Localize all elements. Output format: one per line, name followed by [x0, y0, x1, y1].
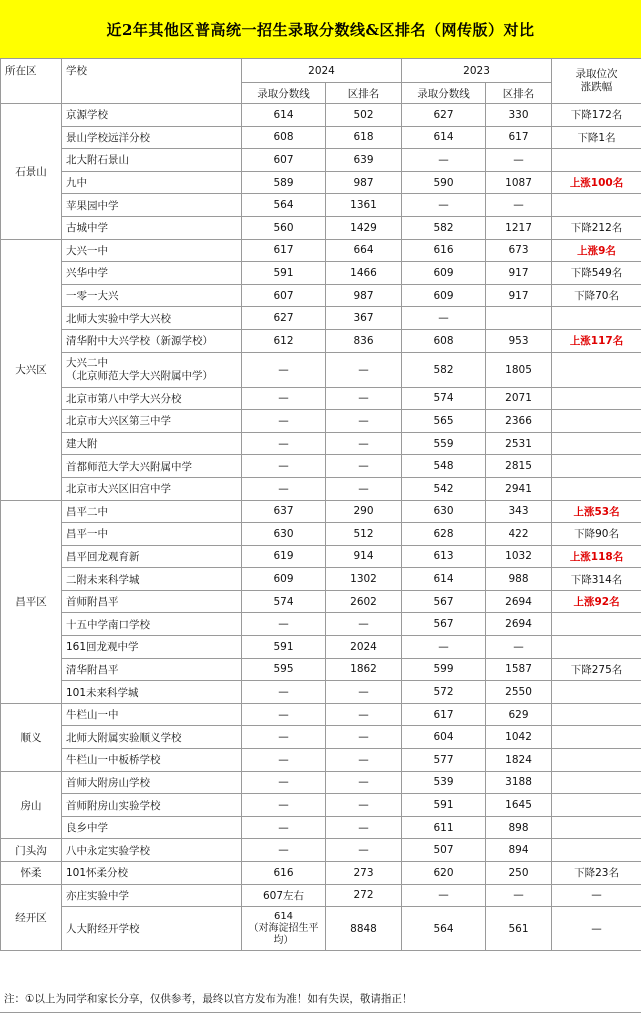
rank-2024-cell: 2024 — [326, 636, 402, 659]
table-row — [1, 455, 641, 478]
school-name-cell: 大兴二中 （北京师范大学大兴附属中学） — [62, 352, 242, 387]
rank-2023-cell: 673 — [486, 239, 552, 262]
table-row — [1, 307, 641, 330]
rank-change-cell: 上涨117名 — [552, 329, 641, 352]
rank-2024-cell: 272 — [326, 884, 402, 907]
score-2024-cell: 630 — [242, 523, 326, 546]
score-2024-cell: — — [242, 352, 326, 387]
rank-change-cell: 上涨100名 — [552, 171, 641, 194]
school-name-cell: 八中永定实验学校 — [62, 839, 242, 862]
school-name-cell: 北京市大兴区旧宫中学 — [62, 477, 242, 500]
score-2024-cell: — — [242, 703, 326, 726]
table-row — [1, 432, 641, 455]
score-2024-cell: 607 — [242, 149, 326, 172]
rank-2023-cell: 1645 — [486, 794, 552, 817]
score-2023-cell: 582 — [402, 352, 486, 387]
score-2023-cell: 590 — [402, 171, 486, 194]
school-name-cell: 九中 — [62, 171, 242, 194]
rank-2024-cell: 618 — [326, 126, 402, 149]
rank-change-cell: — — [552, 907, 641, 951]
rank-change-cell — [552, 387, 641, 410]
rank-2023-cell — [486, 307, 552, 330]
score-2023-cell: 613 — [402, 545, 486, 568]
rank-2023-cell: 1587 — [486, 658, 552, 681]
rank-change-cell — [552, 794, 641, 817]
score-2024-cell: 608 — [242, 126, 326, 149]
table-row — [1, 613, 641, 636]
table-row — [1, 171, 641, 194]
rank-2024-cell: — — [326, 749, 402, 772]
rank-2024-cell: 1862 — [326, 658, 402, 681]
rank-change-cell: 下降549名 — [552, 262, 641, 285]
rank-2024-cell: — — [326, 432, 402, 455]
score-2023-cell: 614 — [402, 568, 486, 591]
score-2023-cell: — — [402, 149, 486, 172]
school-name-cell: 景山学校远洋分校 — [62, 126, 242, 149]
school-name-cell: 建大附 — [62, 432, 242, 455]
rank-2024-cell: — — [326, 387, 402, 410]
school-name-cell: 牛栏山一中板桥学校 — [62, 749, 242, 772]
score-2023-cell: 539 — [402, 771, 486, 794]
rank-2023-cell: — — [486, 884, 552, 907]
rank-2024-cell: 290 — [326, 500, 402, 523]
rank-2023-cell: 894 — [486, 839, 552, 862]
table-row — [1, 387, 641, 410]
rank-2023-cell: 2941 — [486, 477, 552, 500]
rank-change-cell — [552, 636, 641, 659]
score-2023-cell: 630 — [402, 500, 486, 523]
rank-change-cell — [552, 749, 641, 772]
header-school: 学校 — [62, 59, 242, 104]
score-2024-cell: — — [242, 771, 326, 794]
table-row — [1, 681, 641, 704]
score-2023-cell: — — [402, 307, 486, 330]
school-name-cell: 昌平一中 — [62, 523, 242, 546]
table-row — [1, 839, 641, 862]
rank-change-cell — [552, 839, 641, 862]
rank-2023-cell: 917 — [486, 284, 552, 307]
school-name-cell: 牛栏山一中 — [62, 703, 242, 726]
score-2023-cell: 582 — [402, 216, 486, 239]
district-cell: 房山 — [1, 771, 62, 839]
rank-2024-cell: — — [326, 794, 402, 817]
score-2023-cell: 542 — [402, 477, 486, 500]
rank-2024-cell: 273 — [326, 862, 402, 885]
score-2023-cell: 620 — [402, 862, 486, 885]
score-2024-cell: 614 — [242, 104, 326, 127]
header-score-2023: 录取分数线 — [402, 83, 486, 104]
score-2023-cell: 507 — [402, 839, 486, 862]
score-2024-cell: 619 — [242, 545, 326, 568]
table-row — [1, 500, 641, 523]
score-2024-cell: 612 — [242, 329, 326, 352]
rank-2023-cell: 988 — [486, 568, 552, 591]
score-2024-cell: 616 — [242, 862, 326, 885]
score-2024-cell: 627 — [242, 307, 326, 330]
rank-2023-cell: — — [486, 636, 552, 659]
score-2023-cell: 616 — [402, 239, 486, 262]
rank-2024-cell: 1429 — [326, 216, 402, 239]
rank-2024-cell: — — [326, 410, 402, 433]
score-2024-cell: 595 — [242, 658, 326, 681]
table-row — [1, 126, 641, 149]
table-row — [1, 104, 641, 127]
table-row — [1, 636, 641, 659]
table-row — [1, 284, 641, 307]
score-2023-cell: 591 — [402, 794, 486, 817]
score-2024-cell: 614 （对海淀招生平均） — [242, 907, 326, 951]
rank-change-cell: 上涨92名 — [552, 590, 641, 613]
school-name-cell: 二附未来科学城 — [62, 568, 242, 591]
rank-2023-cell: 1087 — [486, 171, 552, 194]
rank-2024-cell: 1466 — [326, 262, 402, 285]
rank-change-cell — [552, 455, 641, 478]
school-name-cell: 161回龙观中学 — [62, 636, 242, 659]
score-2023-cell: — — [402, 636, 486, 659]
rank-2023-cell: 250 — [486, 862, 552, 885]
table-row — [1, 862, 641, 885]
rank-2024-cell: 836 — [326, 329, 402, 352]
score-2023-cell: 559 — [402, 432, 486, 455]
table-row — [1, 884, 641, 907]
school-name-cell: 清华附昌平 — [62, 658, 242, 681]
school-name-cell: 大兴一中 — [62, 239, 242, 262]
rank-change-cell — [552, 816, 641, 839]
table-row — [1, 262, 641, 285]
table-row — [1, 477, 641, 500]
score-2023-cell: 599 — [402, 658, 486, 681]
district-cell: 怀柔 — [1, 862, 62, 885]
rank-2024-cell: 1302 — [326, 568, 402, 591]
school-name-cell: 北京市第八中学大兴分校 — [62, 387, 242, 410]
score-2023-cell: 574 — [402, 387, 486, 410]
score-2024-cell: — — [242, 816, 326, 839]
rank-change-cell — [552, 771, 641, 794]
rank-2024-cell: 664 — [326, 239, 402, 262]
rank-change-cell: 下降212名 — [552, 216, 641, 239]
rank-change-cell — [552, 703, 641, 726]
rank-2023-cell: 330 — [486, 104, 552, 127]
table-row — [1, 658, 641, 681]
rank-2023-cell: 2694 — [486, 613, 552, 636]
school-name-cell: 首师附昌平 — [62, 590, 242, 613]
school-name-cell: 昌平回龙观育新 — [62, 545, 242, 568]
rank-change-cell: 下降23名 — [552, 862, 641, 885]
school-name-cell: 清华附中大兴学校（新源学校） — [62, 329, 242, 352]
score-2023-cell: 628 — [402, 523, 486, 546]
header-rank-2024: 区排名 — [326, 83, 402, 104]
rank-2023-cell: 2531 — [486, 432, 552, 455]
rank-change-cell — [552, 307, 641, 330]
rank-2024-cell: — — [326, 703, 402, 726]
rank-2023-cell: — — [486, 194, 552, 217]
rank-2023-cell: 1805 — [486, 352, 552, 387]
score-2023-cell: 609 — [402, 284, 486, 307]
rank-2023-cell: 422 — [486, 523, 552, 546]
table-row — [1, 410, 641, 433]
rank-2023-cell: 2366 — [486, 410, 552, 433]
score-2024-cell: 560 — [242, 216, 326, 239]
score-2024-cell: 589 — [242, 171, 326, 194]
table-row — [1, 816, 641, 839]
score-2023-cell: 567 — [402, 613, 486, 636]
score-2024-cell: 637 — [242, 500, 326, 523]
table-row — [1, 523, 641, 546]
score-2024-cell: — — [242, 726, 326, 749]
header-rank-2023: 区排名 — [486, 83, 552, 104]
table-row — [1, 907, 641, 951]
rank-2024-cell: — — [326, 726, 402, 749]
school-name-cell: 首师附房山实验学校 — [62, 794, 242, 817]
score-2023-cell: 577 — [402, 749, 486, 772]
rank-change-cell: — — [552, 884, 641, 907]
score-2024-cell: 564 — [242, 194, 326, 217]
rank-2023-cell: — — [486, 149, 552, 172]
school-name-cell: 北大附石景山 — [62, 149, 242, 172]
table-row — [1, 329, 641, 352]
rank-change-cell — [552, 681, 641, 704]
rank-change-cell — [552, 613, 641, 636]
rank-2024-cell: 639 — [326, 149, 402, 172]
rank-change-cell: 上涨9名 — [552, 239, 641, 262]
score-2024-cell: 617 — [242, 239, 326, 262]
table-row — [1, 149, 641, 172]
rank-2024-cell: — — [326, 455, 402, 478]
rank-2024-cell: 987 — [326, 171, 402, 194]
header-year-2024: 2024 — [242, 59, 402, 83]
table-row — [1, 749, 641, 772]
header-change: 录取位次 涨跌幅 — [552, 59, 641, 104]
rank-2024-cell: 8848 — [326, 907, 402, 951]
score-2023-cell: 567 — [402, 590, 486, 613]
table-row — [1, 352, 641, 387]
rank-2023-cell: 1217 — [486, 216, 552, 239]
school-name-cell: 兴华中学 — [62, 262, 242, 285]
score-2024-cell: — — [242, 477, 326, 500]
score-2024-cell: — — [242, 681, 326, 704]
rank-2024-cell: 512 — [326, 523, 402, 546]
school-name-cell: 人大附经开学校 — [62, 907, 242, 951]
footnote: 注：①以上为同学和家长分享，仅供参考，最终以官方发布为准！如有失误，敬请指正！ — [4, 992, 413, 1005]
score-2024-cell: 591 — [242, 636, 326, 659]
school-name-cell: 十五中学南口学校 — [62, 613, 242, 636]
table-row — [1, 216, 641, 239]
score-2024-cell: — — [242, 839, 326, 862]
rank-2023-cell: 917 — [486, 262, 552, 285]
score-table — [0, 58, 641, 951]
table-row — [1, 239, 641, 262]
score-2024-cell: 591 — [242, 262, 326, 285]
rank-change-cell — [552, 194, 641, 217]
rank-2023-cell: 343 — [486, 500, 552, 523]
rank-2023-cell: 2815 — [486, 455, 552, 478]
rank-2023-cell: 3188 — [486, 771, 552, 794]
school-name-cell: 一零一大兴 — [62, 284, 242, 307]
score-2024-cell: 609 — [242, 568, 326, 591]
score-2023-cell: 565 — [402, 410, 486, 433]
rank-2023-cell: 898 — [486, 816, 552, 839]
score-2024-cell: — — [242, 749, 326, 772]
rank-2023-cell: 953 — [486, 329, 552, 352]
rank-change-cell: 下降90名 — [552, 523, 641, 546]
school-name-cell: 亦庄实验中学 — [62, 884, 242, 907]
rank-2024-cell: 2602 — [326, 590, 402, 613]
school-name-cell: 良乡中学 — [62, 816, 242, 839]
score-2023-cell: 611 — [402, 816, 486, 839]
rank-change-cell — [552, 477, 641, 500]
rank-2023-cell: 2550 — [486, 681, 552, 704]
rank-change-cell: 下降172名 — [552, 104, 641, 127]
score-2023-cell: 572 — [402, 681, 486, 704]
rank-2023-cell: 1032 — [486, 545, 552, 568]
district-cell: 顺义 — [1, 703, 62, 771]
score-2023-cell: 614 — [402, 126, 486, 149]
score-2024-cell: — — [242, 432, 326, 455]
rank-2023-cell: 1824 — [486, 749, 552, 772]
score-2024-cell: 574 — [242, 590, 326, 613]
score-2024-cell: — — [242, 410, 326, 433]
school-name-cell: 苹果园中学 — [62, 194, 242, 217]
table-row — [1, 726, 641, 749]
table-row — [1, 590, 641, 613]
district-cell: 门头沟 — [1, 839, 62, 862]
score-2023-cell: 608 — [402, 329, 486, 352]
header-score-2024: 录取分数线 — [242, 83, 326, 104]
rank-2024-cell: 367 — [326, 307, 402, 330]
table-row — [1, 568, 641, 591]
rank-2023-cell: 561 — [486, 907, 552, 951]
rank-change-cell — [552, 149, 641, 172]
score-2023-cell: 609 — [402, 262, 486, 285]
rank-2024-cell: — — [326, 613, 402, 636]
school-name-cell: 首都师范大学大兴附属中学 — [62, 455, 242, 478]
rank-2024-cell: — — [326, 816, 402, 839]
rank-change-cell: 下降275名 — [552, 658, 641, 681]
rank-change-cell: 下降1名 — [552, 126, 641, 149]
rank-change-cell: 下降314名 — [552, 568, 641, 591]
table-row — [1, 771, 641, 794]
rank-2024-cell: — — [326, 681, 402, 704]
rank-2023-cell: 2694 — [486, 590, 552, 613]
table-row — [1, 194, 641, 217]
score-2023-cell: 617 — [402, 703, 486, 726]
bottom-divider — [0, 1012, 641, 1013]
school-name-cell: 古城中学 — [62, 216, 242, 239]
header-year-2023: 2023 — [402, 59, 552, 83]
rank-2024-cell: — — [326, 771, 402, 794]
rank-2024-cell: — — [326, 839, 402, 862]
school-name-cell: 首师大附房山学校 — [62, 771, 242, 794]
score-2024-cell: — — [242, 613, 326, 636]
school-name-cell: 101怀柔分校 — [62, 862, 242, 885]
rank-2024-cell: 1361 — [326, 194, 402, 217]
district-cell: 大兴区 — [1, 239, 62, 500]
school-name-cell: 京源学校 — [62, 104, 242, 127]
rank-change-cell: 下降70名 — [552, 284, 641, 307]
score-2024-cell: — — [242, 455, 326, 478]
school-name-cell: 昌平二中 — [62, 500, 242, 523]
score-2024-cell: — — [242, 794, 326, 817]
rank-change-cell — [552, 352, 641, 387]
rank-2024-cell: 914 — [326, 545, 402, 568]
rank-change-cell — [552, 410, 641, 433]
district-cell: 石景山 — [1, 104, 62, 240]
rank-change-cell: 上涨118名 — [552, 545, 641, 568]
district-cell: 经开区 — [1, 884, 62, 951]
school-name-cell: 北师大实验中学大兴校 — [62, 307, 242, 330]
table-row — [1, 545, 641, 568]
score-2023-cell: — — [402, 194, 486, 217]
score-2023-cell: 604 — [402, 726, 486, 749]
score-2024-cell: 607左右 — [242, 884, 326, 907]
district-cell: 昌平区 — [1, 500, 62, 703]
page-title: 近2年其他区普高统一招生录取分数线&区排名（网传版）对比 — [0, 0, 641, 59]
score-2024-cell: — — [242, 387, 326, 410]
rank-2024-cell: — — [326, 477, 402, 500]
rank-2024-cell: 502 — [326, 104, 402, 127]
score-2024-cell: 607 — [242, 284, 326, 307]
table-row — [1, 794, 641, 817]
score-2023-cell: 627 — [402, 104, 486, 127]
table-row — [1, 703, 641, 726]
rank-2024-cell: 987 — [326, 284, 402, 307]
header-district: 所在区 — [1, 59, 62, 104]
rank-2023-cell: 1042 — [486, 726, 552, 749]
table-body — [1, 104, 641, 951]
rank-2024-cell: — — [326, 352, 402, 387]
rank-change-cell — [552, 726, 641, 749]
rank-2023-cell: 2071 — [486, 387, 552, 410]
school-name-cell: 北京市大兴区第三中学 — [62, 410, 242, 433]
rank-2023-cell: 617 — [486, 126, 552, 149]
rank-change-cell — [552, 432, 641, 455]
score-2023-cell: 548 — [402, 455, 486, 478]
score-2023-cell: — — [402, 884, 486, 907]
rank-change-cell: 上涨53名 — [552, 500, 641, 523]
score-2023-cell: 564 — [402, 907, 486, 951]
rank-2023-cell: 629 — [486, 703, 552, 726]
school-name-cell: 北师大附属实验顺义学校 — [62, 726, 242, 749]
school-name-cell: 101未来科学城 — [62, 681, 242, 704]
